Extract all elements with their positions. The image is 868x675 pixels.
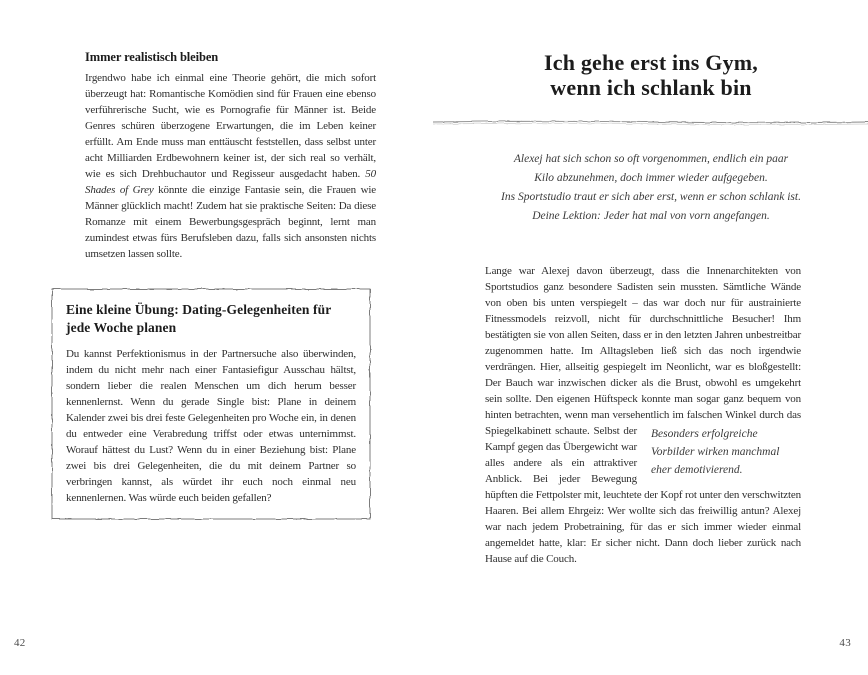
- body-paragraph-right: [485, 263, 801, 567]
- chapter-title-line2: wenn ich schlank bin: [550, 75, 752, 100]
- paragraph-text-part2: Winkel durch das Spiegelkabinett schaute. Selbst der Kampf gegen das Übergewicht war alles andere als ein attraktiver Anblick. Bei jeder Bewegung hüpften die Fettpolster mit, leuchtete der Kopf rot unter den verschwitzten Haaren. Bei allem Ehrgeiz: Wer wollte sich das freiwillig antun? Alexej war nach jedem Probetraining, für das er sich immer wieder einmal angemeldet hatte, klar: Er sicher nicht. Dann doch lieber zurück nach Hause auf die Couch.: [485, 409, 801, 565]
- intro-line: Kilo abzunehmen, doch immer wieder aufgegeben.: [534, 172, 768, 184]
- intro-line: Ins Sportstudio traut er sich aber erst, wenn er schon schlank ist.: [501, 191, 801, 203]
- intro-line: Deine Lektion: Jeder hat mal von vorn angefangen.: [532, 210, 770, 222]
- page-number-left: 42: [14, 637, 26, 649]
- exercise-box: [50, 287, 372, 521]
- inline-book-title: 50 Shades of Grey: [85, 168, 376, 196]
- exercise-box-body: Du kannst Perfektionismus in der Partnersuche also überwinden, indem du nicht mehr nach einer Fantasiefigur Ausschau hältst, sondern lieber die realen Menschen um dich herum besser kennenlernst. Wenn du gerade Single bist: Plane in deinem Kalender zwei bis drei feste Gelegenheiten pro Woche ein, in denen du entweder eine Verabredung triffst oder etwas unternimmst. Worauf hättest du Lust? Wenn du in einer Beziehung bist: Plane zwei bis drei Gelegenheiten, die du mit deinem Partner so verbringen kannst, als würdet ihr euch noch einmal neu kennenlernen. Was würde euch beiden gefallen?: [66, 348, 356, 504]
- section-heading: Immer realistisch bleiben: [85, 50, 219, 64]
- right-text-column: [485, 263, 801, 567]
- page-right: [434, 0, 868, 675]
- paragraph-text-part1: Lange war Alexej davon überzeugt, dass die Innenarchitekten von Sportstudios ganz besondere Sadisten sein mussten. Sämtliche Wände von oben bis unten verspiegelt – das war doch nur für austrainierte Fitnessmodels reizvoll, nicht für durchschnittliche Besucher! Ihm bestätigten sie von allen Seiten, dass er in den letzten Jahren unbestreitbar zugenommen hatte. Im Alltagsleben ließ sich das noch irgendwie verdrängen. Hier, allseitig gespiegelt im Neonlicht, war es bloßgestellt: Der Bauch war inzwischen dicker als die Brust, obwohl es umgekehrt sein sollte. Den eigenen Hüftspeck konnte man sogar ganz bequem von hinten betrachten, wenn man versehentlich im falschen: [485, 265, 801, 421]
- margin-note: Besonders erfolgreiche Vorbilder wirken manchmal eher demotivierend.: [651, 428, 780, 476]
- chapter-intro: [434, 150, 868, 226]
- chapter-title: [434, 50, 868, 100]
- paragraph-text-part2: könnte die einzige Fantasie sein, die Frauen wie Männer glücklich macht! Zudem hat sie praktische Seiten: Da diese Romanze mit einem Bewerbungsgespräch beginnt, lernt man zumindest etwas fürs Berufsleben dazu, falls sich ansonsten nichts umsetzen lassen sollte.: [85, 184, 377, 260]
- left-text-column: [85, 50, 376, 262]
- page-number-right: 43: [839, 637, 851, 649]
- exercise-box-heading: Eine kleine Übung: Dating-Gelegenheiten für jede Woche planen: [66, 302, 332, 335]
- intro-line: Alexej hat sich schon so oft vorgenommen, endlich ein paar: [513, 153, 789, 165]
- chapter-title-line1: Ich gehe erst ins Gym,: [544, 50, 758, 75]
- body-paragraph-left: [85, 70, 376, 262]
- chapter-divider-wavy-rule: [433, 117, 868, 129]
- paragraph-text-part1: Irgendwo habe ich einmal eine Theorie gehört, die mich sofort überzeugt hat: Romantische Komödien sind für Frauen eine ebenso verführerische Sucht, wie es Pornografie für Männer ist. Beide Genres schüren überzogene Erwartungen, die im Leben keiner erfüllt. Am Ende muss man enttäuscht feststellen, dass selbst unter acht Milliarden Erdbewohnern keiner ist, der sich real so verhält, wie es sich Drehbuchautor und Regisseur ausgedacht haben.: [85, 72, 376, 180]
